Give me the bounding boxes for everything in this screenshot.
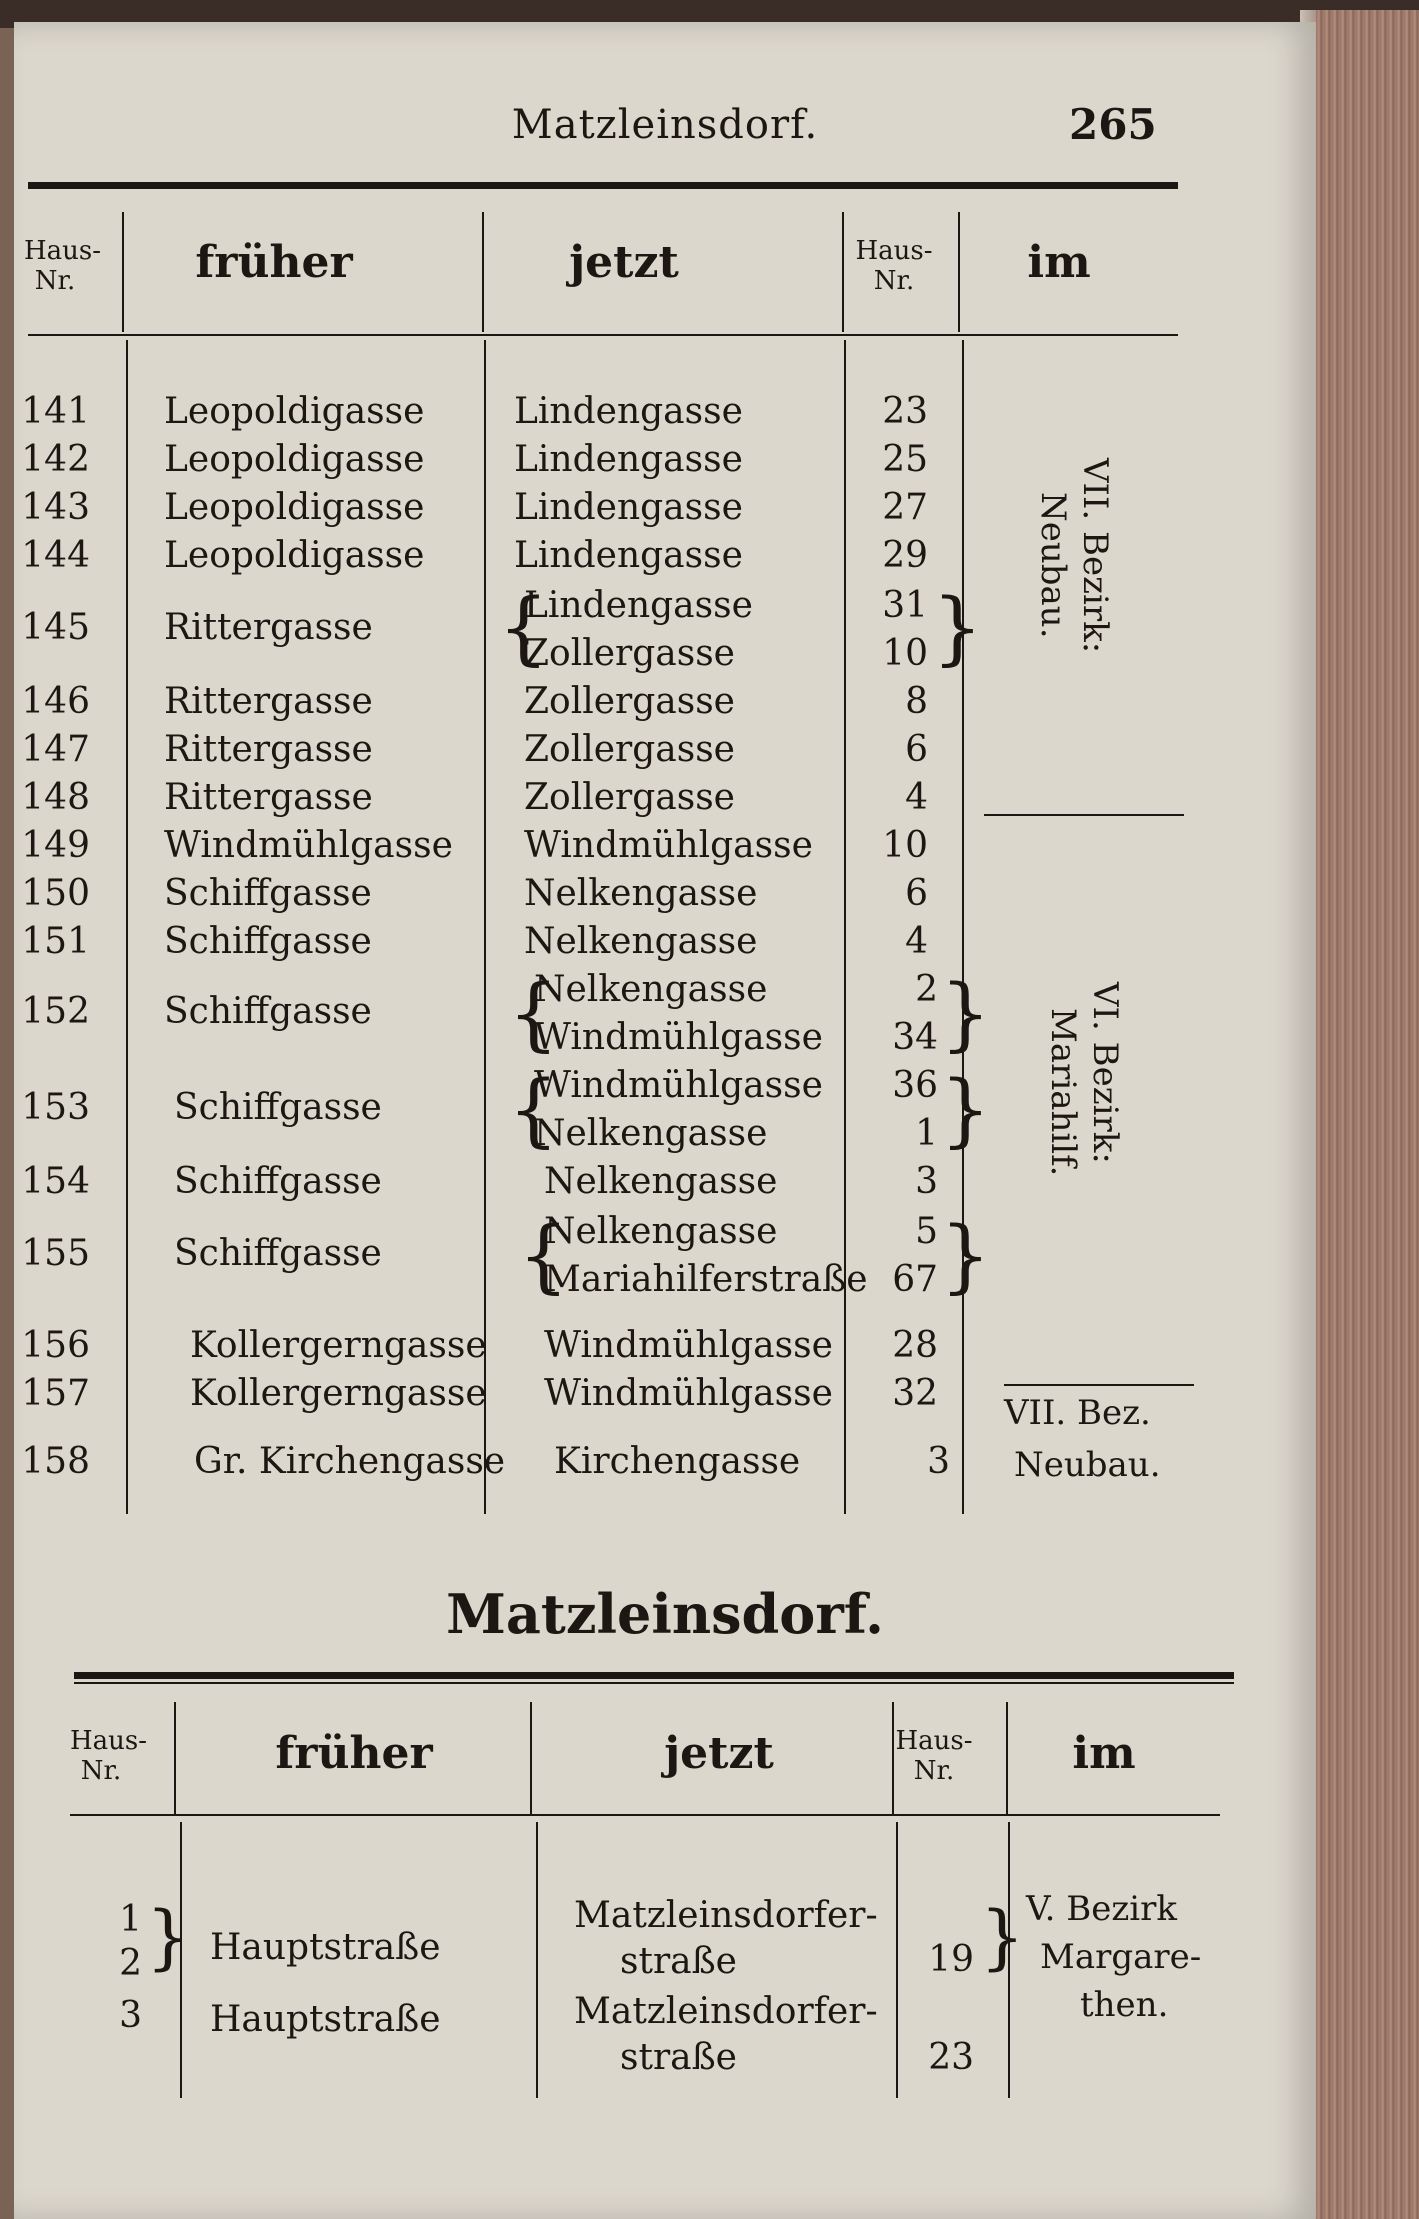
table2-header-divider — [892, 1702, 894, 1814]
table2-top-rule-2 — [74, 1682, 1234, 1684]
row-haus: 23 — [928, 2037, 974, 2078]
left-brace: { — [518, 1209, 569, 1302]
row-jetzt: Matzleinsdorfer- — [574, 1991, 878, 2032]
table1-header-jetzt: jetzt — [569, 237, 679, 288]
row-frueher: Hauptstraße — [210, 1999, 441, 2040]
row-haus: 29 — [882, 535, 928, 576]
row-haus: 25 — [882, 439, 928, 480]
table2-header-hausnr-left: Haus-Nr. — [70, 1726, 148, 1786]
table1-header-divider — [958, 212, 960, 332]
row-haus: 31 — [882, 585, 928, 626]
row-haus: 2 — [915, 969, 938, 1010]
row-haus-2: 34 — [892, 1017, 938, 1058]
book-page — [14, 22, 1316, 2219]
table1-header-hausnr-right: Haus-Nr. — [855, 236, 933, 296]
row-jetzt-2: Windmühlgasse — [534, 1017, 823, 1058]
district-divider — [1004, 1384, 1194, 1386]
row-jetzt: Nelkengasse — [534, 969, 768, 1010]
row-haus: 32 — [892, 1373, 938, 1414]
row-jetzt: Zollergasse — [524, 729, 735, 770]
row-jetzt: Lindengasse — [514, 439, 743, 480]
row-frueher: Schiffgasse — [174, 1161, 382, 1202]
row-nr: 152 — [21, 991, 90, 1032]
row-frueher: Rittergasse — [164, 681, 373, 722]
district-vi-line2: Mariahilf. — [1043, 1008, 1083, 1177]
table2-header-rule — [70, 1814, 1220, 1816]
row-jetzt: Nelkengasse — [544, 1161, 778, 1202]
row-nr: 157 — [21, 1373, 90, 1414]
table2-header-im: im — [1072, 1728, 1136, 1779]
section-title: Matzleinsdorf. — [446, 1582, 884, 1646]
left-brace: { — [508, 1063, 559, 1156]
row-jetzt-2: Mariahilferstraße — [544, 1259, 868, 1300]
left-brace: { — [498, 581, 549, 674]
table2-header-divider — [174, 1702, 176, 1814]
row-jetzt: Windmühlgasse — [534, 1065, 823, 1106]
table1-header-divider — [842, 212, 844, 332]
row-frueher: Schiffgasse — [164, 921, 372, 962]
row-frueher: Leopoldigasse — [164, 391, 425, 432]
row-haus: 3 — [915, 1161, 938, 1202]
row-jetzt: Lindengasse — [514, 535, 743, 576]
table2-header-frueher: früher — [275, 1728, 433, 1779]
row-nr: 150 — [21, 873, 90, 914]
row-nr: 145 — [21, 607, 90, 648]
row-haus: 36 — [892, 1065, 938, 1106]
row-frueher: Schiffgasse — [164, 873, 372, 914]
row-jetzt: Nelkengasse — [544, 1211, 778, 1252]
row-jetzt: Nelkengasse — [524, 873, 758, 914]
row-frueher: Kollergerngasse — [190, 1325, 487, 1366]
row-nr: 1 — [119, 1899, 142, 1940]
row-jetzt-cont: straße — [620, 1941, 737, 1982]
running-head: Matzleinsdorf. — [511, 102, 819, 148]
row-haus: 27 — [882, 487, 928, 528]
table1-header-hausnr-left: Haus-Nr. — [24, 236, 102, 296]
row-nr: 155 — [21, 1233, 90, 1274]
page-number: 265 — [1069, 100, 1157, 149]
table1-top-rule — [28, 182, 1178, 189]
row-frueher: Gr. Kirchengasse — [194, 1441, 506, 1482]
table2-column-divider — [896, 1822, 898, 2098]
table1-header-im: im — [1027, 237, 1091, 288]
row-frueher: Rittergasse — [164, 729, 373, 770]
row-jetzt: Windmühlgasse — [524, 825, 813, 866]
district-vii-short-line1: VII. Bez. — [1004, 1393, 1151, 1433]
row-frueher: Leopoldigasse — [164, 487, 425, 528]
right-brace: } — [146, 1896, 191, 1978]
district-v-line2: Margare- — [1040, 1937, 1202, 1977]
row-jetzt-2: Nelkengasse — [534, 1113, 768, 1154]
right-brace: } — [940, 1063, 991, 1156]
table1-header-divider — [482, 212, 484, 332]
row-haus: 8 — [905, 681, 928, 722]
row-nr: 3 — [119, 1995, 142, 2036]
row-frueher: Leopoldigasse — [164, 439, 425, 480]
table2-header-divider — [1006, 1702, 1008, 1814]
row-nr: 148 — [21, 777, 90, 818]
row-jetzt: Windmühlgasse — [544, 1325, 833, 1366]
row-nr: 144 — [21, 535, 90, 576]
table2-top-rule — [74, 1672, 1234, 1679]
right-brace: } — [980, 1896, 1025, 1978]
row-nr: 141 — [21, 391, 90, 432]
page-edges — [1316, 10, 1419, 2219]
left-brace: { — [508, 967, 559, 1060]
row-nr: 149 — [21, 825, 90, 866]
table1-column-divider — [126, 340, 128, 1514]
row-haus-2: 67 — [892, 1259, 938, 1300]
row-frueher: Windmühlgasse — [164, 825, 453, 866]
right-brace: } — [932, 581, 983, 674]
row-jetzt: Kirchengasse — [554, 1441, 801, 1482]
row-haus: 4 — [905, 921, 928, 962]
district-vii-line2: Neubau. — [1033, 492, 1073, 639]
row-jetzt: Lindengasse — [514, 487, 743, 528]
district-divider — [984, 814, 1184, 816]
row-frueher: Schiffgasse — [164, 991, 372, 1032]
district-vi-line1: VI. Bezirk: — [1085, 982, 1125, 1164]
table1-header-frueher: früher — [195, 237, 353, 288]
row-jetzt-2: Zollergasse — [524, 633, 735, 674]
row-haus: 23 — [882, 391, 928, 432]
row-haus: 19 — [928, 1939, 974, 1980]
row-nr: 151 — [21, 921, 90, 962]
row-haus: 6 — [905, 873, 928, 914]
row-haus: 4 — [905, 777, 928, 818]
row-jetzt: Windmühlgasse — [544, 1373, 833, 1414]
row-jetzt: Lindengasse — [514, 391, 743, 432]
table2-header-jetzt: jetzt — [664, 1728, 774, 1779]
row-haus: 5 — [915, 1211, 938, 1252]
table1-header-rule — [28, 334, 1178, 336]
row-nr: 153 — [21, 1087, 90, 1128]
row-jetzt: Nelkengasse — [524, 921, 758, 962]
row-nr: 2 — [119, 1943, 142, 1984]
row-nr: 143 — [21, 487, 90, 528]
row-jetzt-cont: straße — [620, 2037, 737, 2078]
row-nr: 147 — [21, 729, 90, 770]
row-frueher: Schiffgasse — [174, 1233, 382, 1274]
row-nr: 142 — [21, 439, 90, 480]
row-haus-2: 10 — [882, 633, 928, 674]
row-haus-2: 1 — [915, 1113, 938, 1154]
row-haus: 10 — [882, 825, 928, 866]
right-brace: } — [940, 1209, 991, 1302]
table1-column-divider — [844, 340, 846, 1514]
table2-header-hausnr-right: Haus-Nr. — [895, 1726, 973, 1786]
row-frueher: Kollergerngasse — [190, 1373, 487, 1414]
district-vii-short-line2: Neubau. — [1014, 1445, 1161, 1485]
table2-column-divider — [536, 1822, 538, 2098]
row-frueher: Hauptstraße — [210, 1927, 441, 1968]
row-nr: 158 — [21, 1441, 90, 1482]
row-frueher: Rittergasse — [164, 607, 373, 648]
row-haus: 28 — [892, 1325, 938, 1366]
row-nr: 146 — [21, 681, 90, 722]
row-frueher: Rittergasse — [164, 777, 373, 818]
table1-header-divider — [122, 212, 124, 332]
row-haus: 3 — [927, 1441, 950, 1482]
row-jetzt: Lindengasse — [524, 585, 753, 626]
district-v-line1: V. Bezirk — [1026, 1889, 1177, 1929]
row-frueher: Leopoldigasse — [164, 535, 425, 576]
row-jetzt: Zollergasse — [524, 681, 735, 722]
district-vii-line1: VII. Bezirk: — [1075, 458, 1115, 654]
district-v-line3: then. — [1080, 1985, 1169, 2025]
row-nr: 154 — [21, 1161, 90, 1202]
row-haus: 6 — [905, 729, 928, 770]
row-frueher: Schiffgasse — [174, 1087, 382, 1128]
row-jetzt: Matzleinsdorfer- — [574, 1895, 878, 1936]
table1-column-divider — [962, 340, 964, 1514]
right-brace: } — [940, 967, 991, 1060]
table2-header-divider — [530, 1702, 532, 1814]
row-jetzt: Zollergasse — [524, 777, 735, 818]
row-nr: 156 — [21, 1325, 90, 1366]
